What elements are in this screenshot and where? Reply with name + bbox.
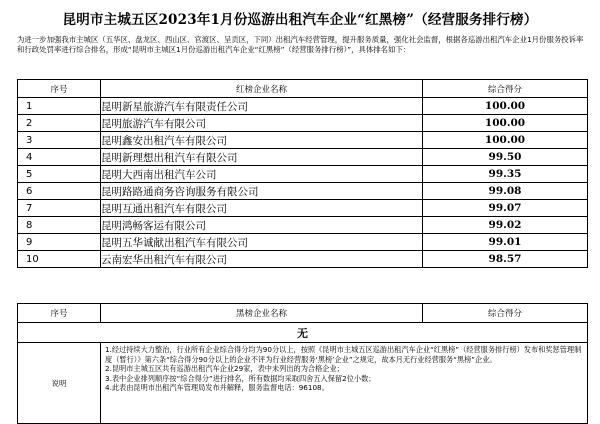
row-company-name: 昆明鑫安出租汽车有限公司 <box>101 132 423 149</box>
row-score: 98.57 <box>423 251 588 268</box>
red-list-row <box>18 200 588 217</box>
red-list-row <box>18 166 588 183</box>
row-score: 99.07 <box>423 200 588 217</box>
row-company-name: 昆明五华诚献出租汽车有限公司 <box>101 234 423 251</box>
red-list-row <box>18 115 588 132</box>
header-seq: 序号 <box>18 304 101 323</box>
red-list-table <box>17 79 588 268</box>
black-list-empty-row <box>18 323 588 343</box>
row-company-name: 昆明旅游汽车有限公司 <box>101 115 423 132</box>
red-list-row <box>18 98 588 115</box>
header-red-company-name: 红榜企业名称 <box>101 80 423 98</box>
row-seq: 10 <box>18 251 101 268</box>
red-list-row <box>18 149 588 166</box>
header-seq: 序号 <box>18 80 101 98</box>
row-score: 99.01 <box>423 234 588 251</box>
red-list-row <box>18 234 588 251</box>
header-score: 综合得分 <box>423 304 588 323</box>
row-seq: 5 <box>18 166 101 183</box>
header-black-company-name: 黑榜企业名称 <box>101 304 423 323</box>
row-score: 99.35 <box>423 166 588 183</box>
row-score: 100.00 <box>423 98 588 115</box>
row-seq: 9 <box>18 234 101 251</box>
row-company-name: 昆明路路通商务咨询服务有限公司 <box>101 183 423 200</box>
red-list-row <box>18 183 588 200</box>
row-company-name: 昆明互通出租汽车有限公司 <box>101 200 423 217</box>
note-item: 4.此表由昆明市出租汽车管理局发布并解释，服务监督电话：96108。 <box>105 383 329 393</box>
note-item: 3.表中企业排列顺序按“综合得分”进行排名，所有数据均采取四舍五入保留2位小数； <box>105 373 376 383</box>
row-score: 100.00 <box>423 115 588 132</box>
black-list-none-text: 无 <box>18 323 588 343</box>
row-seq: 6 <box>18 183 101 200</box>
intro-paragraph: 为进一步加强我市主城区（五华区、盘龙区、西山区、官渡区、呈贡区，下同）出租汽车经营管理，提升服务质量，强化社会监督，根据各巡游出租汽车企业1月份服务投诉率和行政处罚率进行综合排名，形成“昆明市主城区1月份巡游出租汽车企业“红黑榜”（经营服务排行榜）”，具体排名如下： <box>17 35 584 54</box>
row-company-name: 云南宏华出租汽车有限公司 <box>101 251 423 268</box>
row-score: 99.08 <box>423 183 588 200</box>
row-seq: 4 <box>18 149 101 166</box>
note-item: 2.昆明市主城五区共有巡游出租汽车企业29家，表中未列出的为合格企业； <box>105 364 344 374</box>
row-company-name: 昆明鸿畅客运有限公司 <box>101 217 423 234</box>
row-score: 99.02 <box>423 217 588 234</box>
row-seq: 2 <box>18 115 101 132</box>
black-list-table <box>17 303 588 424</box>
row-seq: 3 <box>18 132 101 149</box>
red-list-row <box>18 217 588 234</box>
header-score: 综合得分 <box>423 80 588 98</box>
row-company-name: 昆明新星旅游汽车有限责任公司 <box>101 98 423 115</box>
note-item: 1.经过持续大力整治，行业所有企业综合得分均为90分以上，按照《昆明市主城五区巡游出租汽车企业“红黑榜”（经营服务排行榜）发布和奖惩管理制度（暂行）》第六条“综合得分90分以上的企业不评为行业经营服务‘黑榜’企业”之规定，故本月无行业经营服务“黑榜”企业。 <box>105 345 582 364</box>
black-list-header-row <box>18 304 588 323</box>
row-score: 100.00 <box>423 132 588 149</box>
red-list-header-row <box>18 80 588 98</box>
notes-content <box>101 343 588 424</box>
red-list-row <box>18 132 588 149</box>
row-seq: 7 <box>18 200 101 217</box>
row-seq: 8 <box>18 217 101 234</box>
row-company-name: 昆明大西南出租汽车公司 <box>101 166 423 183</box>
document-title: 昆明市主城五区2023年1月份巡游出租汽车企业“红黑榜”（经营服务排行榜） <box>62 12 538 28</box>
notes-row <box>18 343 588 424</box>
row-score: 99.50 <box>423 149 588 166</box>
row-company-name: 昆明新理想出租汽车有限公司 <box>101 149 423 166</box>
notes-label: 说明 <box>18 343 101 424</box>
red-list-row <box>18 251 588 268</box>
row-seq: 1 <box>18 98 101 115</box>
